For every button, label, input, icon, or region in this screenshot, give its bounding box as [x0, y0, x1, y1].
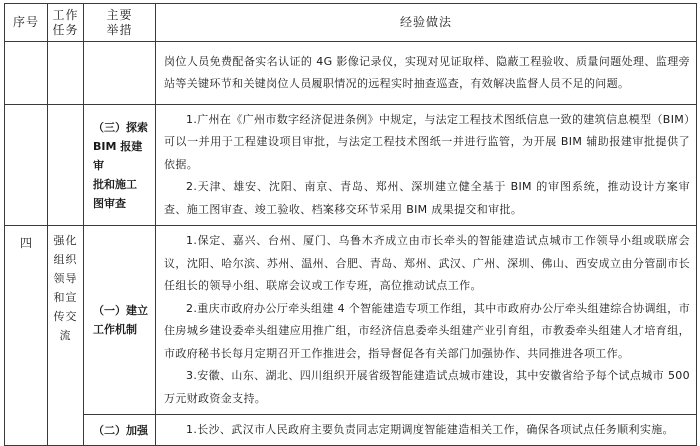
- experience-paragraph: 1.长沙、武汉市人民政府主要负责同志定期调度智能建造相关工作，确保各项试点任务顺利实施。: [186, 422, 674, 436]
- header-measure: [84, 4, 156, 42]
- table-header-row: [5, 4, 697, 42]
- measure-line: 工作机制: [93, 323, 137, 336]
- row-no-cell: [5, 105, 48, 226]
- header-experience: 经验做法: [156, 4, 697, 42]
- experience-paragraph: 1.保定、嘉兴、台州、厦门、乌鲁木齐成立由市长牵头的智能建造试点城市工作领导小组或联席会议，沈阳、哈尔滨、苏州、温州、合肥、青岛、郑州、武汉、广州、深圳、佛山、西安成立由分管副市长任组长的领导小组、联席会议或工作专班，高位推动试点工作。: [164, 234, 690, 292]
- header-task: [48, 4, 84, 42]
- row-no-cell: 四: [5, 226, 48, 446]
- header-measure-line-2: 举措: [106, 22, 133, 37]
- row-experience-cell: [156, 226, 697, 415]
- header-task-line-1: 工作: [52, 7, 79, 22]
- experience-paragraph: 岗位人员免费配备实名认证的 4G 影像记录仪，实现对见证取样、隐蔽工程验收、质量问题处理、监理旁站等关键环节和关键岗位人员履职情况的远程实时抽查巡查，有效解决监督人员不足的问题。: [164, 54, 690, 90]
- table-row: [5, 105, 697, 226]
- measure-line: （一）建立: [93, 304, 148, 317]
- header-task-line-2: 任务: [52, 22, 79, 37]
- header-measure-line-1: 主要: [106, 7, 133, 22]
- table-row: [5, 415, 697, 446]
- row-measure-cell: [84, 42, 156, 105]
- row-task-cell: 强化组织领导和宣传交流: [48, 226, 84, 446]
- row-measure-cell: [84, 226, 156, 415]
- experience-table: [4, 3, 697, 446]
- measure-line: 批和施工: [93, 177, 137, 191]
- header-no: 序号: [5, 4, 48, 42]
- measure-line: （三）探索: [93, 120, 148, 134]
- row-experience-cell: [156, 42, 697, 105]
- measure-line: （二）加强: [93, 423, 148, 437]
- table-row: [5, 226, 697, 415]
- experience-paragraph: 1.广州在《广州市数字经济促进条例》中规定，与法定工程技术图纸信息一致的建筑信息模型（BIM）可以一并用于工程建设项目审批，与法定工程技术图纸一并进行监管，为开展 BIM 辅助报建审批提供了依据。: [164, 112, 690, 171]
- table-row: [5, 42, 697, 105]
- row-measure-cell: [84, 415, 156, 446]
- experience-paragraph: 2.重庆市政府办公厅牵头组建 4 个智能建造专项工作组，其中市政府办公厅牵头组建综合协调组，市住房城乡建设委牵头组建应用推广组，市经济信息委牵头组建产业引育组，市教委牵头组建人才培育组，市政府秘书长每月定期召开工作推进会，指导督促各有关部门加强协作、共同推进各项工作。: [164, 301, 690, 360]
- row-experience-cell: [156, 415, 697, 446]
- measure-line: 图审查: [93, 196, 126, 210]
- row-measure-cell: [84, 105, 156, 226]
- row-task-cell: [48, 42, 84, 105]
- row-experience-cell: [156, 105, 697, 226]
- experience-paragraph: 2.天津、雄安、沈阳、南京、青岛、郑州、深圳建立健全基于 BIM 的审图系统，推动设计方案审查、施工图审查、竣工验收、档案移交环节采用 BIM 成果提交和审批。: [164, 180, 690, 216]
- measure-line: BIM 报建审: [93, 139, 143, 172]
- row-task-cell: [48, 105, 84, 226]
- experience-paragraph: 3.安徽、山东、湖北、四川组织开展省级智能建造试点城市建设，其中安徽省给予每个试点城市 500 万元财政资金支持。: [164, 369, 690, 405]
- row-no-cell: [5, 42, 48, 105]
